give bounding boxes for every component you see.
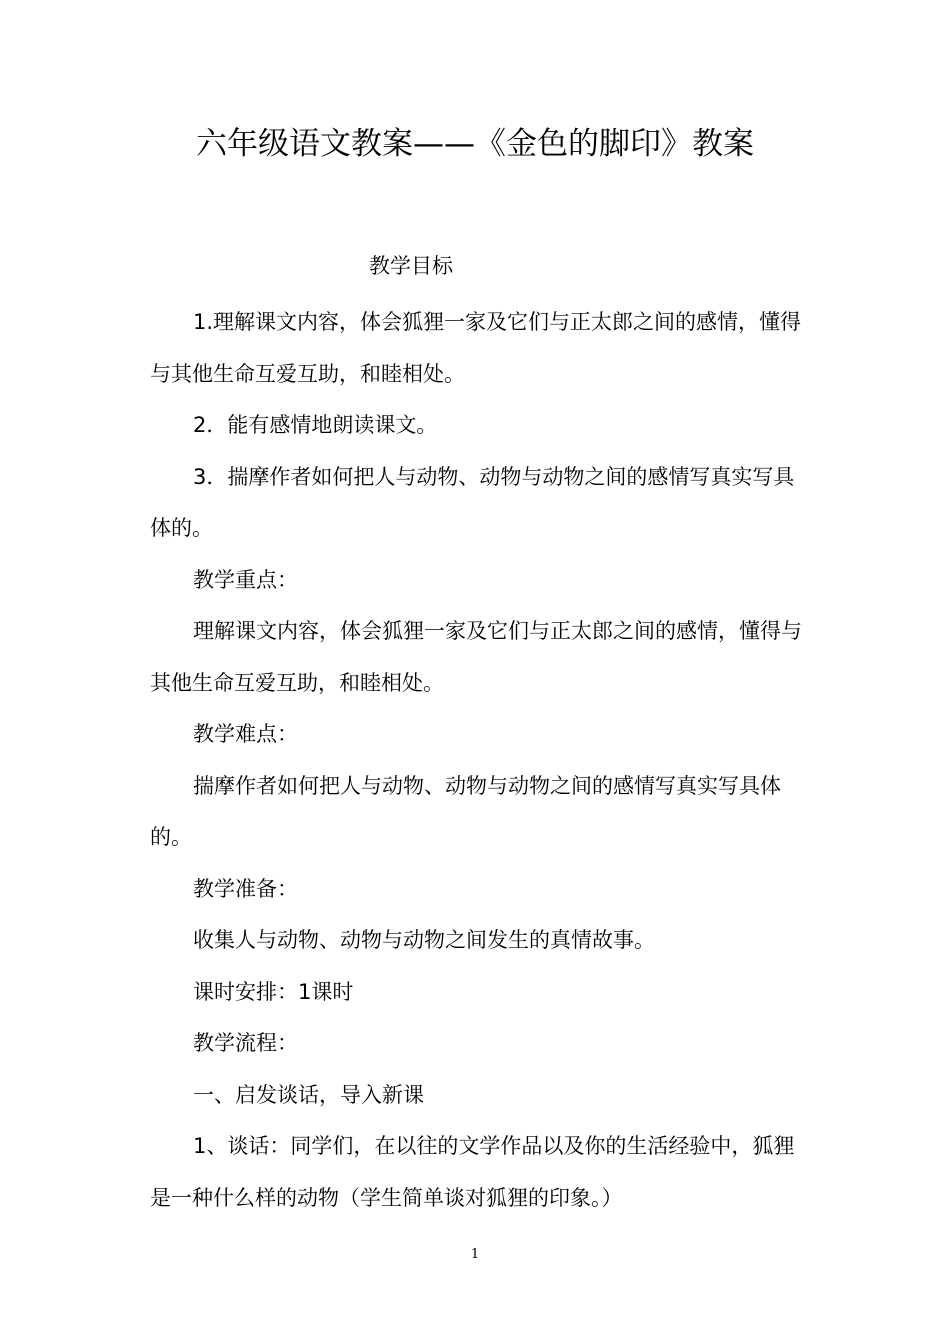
paragraph: 收集人与动物、动物与动物之间发生的真情故事。 [193,928,655,952]
document-title: 六年级语文教案——《金色的脚印》教案 [196,126,754,162]
paragraph: 课时安排：1课时 [193,979,354,1004]
paragraph: 2．能有感情地朗读课文。 [193,413,438,437]
document-body [150,297,802,1224]
paragraph: 1、谈话：同学们，在以往的文学作品以及你的生活经验中，狐狸是一种什么样的动物（学生简单谈对狐狸的印象。） [150,1134,795,1210]
section-heading: 教学目标 [369,254,453,278]
paragraph-heading: 一、启发谈话，导入新课 [193,1082,424,1107]
page-number: 1 [470,1247,480,1262]
paragraph-heading: 教学难点： [193,722,298,746]
paragraph: 3．揣摩作者如何把人与动物、动物与动物之间的感情写真实写具体的。 [150,464,795,540]
paragraph: 1.理解课文内容，体会狐狸一家及它们与正太郎之间的感情，懂得与其他生命互爱互助，和睦相处。 [150,310,802,386]
paragraph: 揣摩作者如何把人与动物、动物与动物之间的感情写真实写具体的。 [150,773,781,849]
paragraph-heading: 教学流程： [193,1031,298,1055]
paragraph-heading: 教学重点： [193,567,298,592]
paragraph-heading: 教学准备： [193,876,298,901]
paragraph: 理解课文内容，体会狐狸一家及它们与正太郎之间的感情，懂得与其他生命互爱互助，和睦相处。 [150,619,802,695]
